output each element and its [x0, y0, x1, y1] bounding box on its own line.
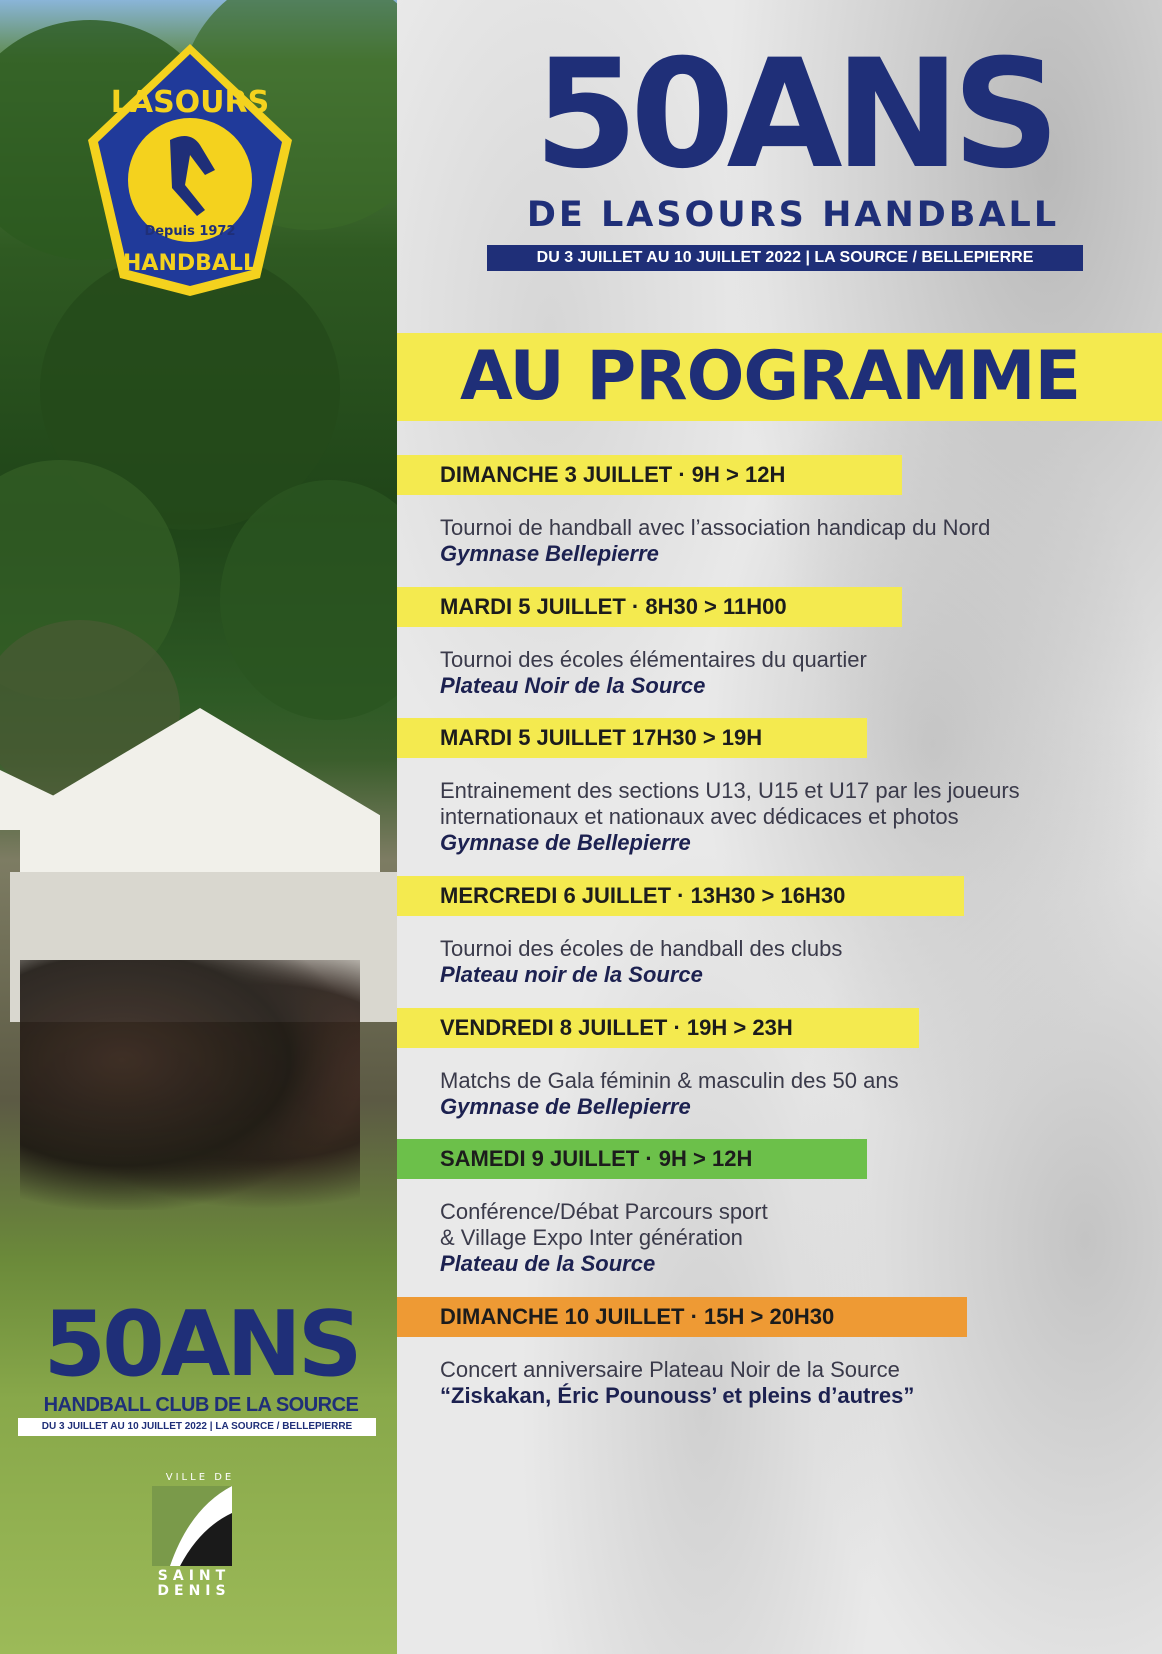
event-desc-6a: Conférence/Débat Parcours sport: [440, 1199, 768, 1224]
crowd: [20, 960, 360, 1210]
left-big-title: 50ANS: [43, 1292, 359, 1397]
event-desc-7: Concert anniversaire Plateau Noir de la Source: [440, 1357, 900, 1382]
ville-top-text: VILLE DE: [165, 1472, 235, 1483]
event-desc-2: Tournoi des écoles élémentaires du quartier: [440, 647, 867, 672]
event-heading-5: VENDREDI 8 JUILLET · 19H > 23H: [397, 1008, 919, 1048]
event-place-1: Gymnase Bellepierre: [440, 541, 659, 566]
event-desc-3a: Entrainement des sections U13, U15 et U17 par les joueurs: [440, 778, 1020, 803]
event-desc-6b: & Village Expo Inter génération: [440, 1225, 743, 1250]
main-date-bar: DU 3 JUILLET AU 10 JUILLET 2022 | LA SOURCE / BELLEPIERRE: [487, 245, 1083, 271]
event-quote-7: “Ziskakan, Éric Pounouss’ et pleins d’autres”: [440, 1383, 915, 1408]
event-heading-6: SAMEDI 9 JUILLET · 9H > 12H: [397, 1139, 867, 1179]
event-place-6: Plateau de la Source: [440, 1251, 656, 1276]
logo-top-text: LASOURS: [110, 85, 270, 120]
main-subtitle: DE LASOURS HANDBALL: [526, 195, 1060, 235]
programme-title: AU PROGRAMME: [460, 337, 1081, 416]
ville-saint-denis-logo: [150, 1468, 250, 1598]
event-desc-5: Matchs de Gala féminin & masculin des 50 ans: [440, 1068, 899, 1093]
main-title: 50ANS: [533, 28, 1053, 202]
event-heading-2: MARDI 5 JUILLET · 8H30 > 11H00: [397, 587, 902, 627]
logo-bottom-text: HANDBALL: [123, 251, 257, 276]
logo-since-text: Depuis 1972: [144, 224, 236, 239]
event-place-2: Plateau Noir de la Source: [440, 673, 706, 698]
event-heading-4: MERCREDI 6 JUILLET · 13H30 > 16H30: [397, 876, 964, 916]
event-place-4: Plateau noir de la Source: [440, 962, 703, 987]
event-heading-3: MARDI 5 JUILLET 17H30 > 19H: [397, 718, 867, 758]
club-logo: [80, 40, 300, 300]
event-desc-1: Tournoi de handball avec l’association handicap du Nord: [440, 515, 991, 540]
event-desc-4: Tournoi des écoles de handball des clubs: [440, 936, 843, 961]
event-place-5: Gymnase de Bellepierre: [440, 1094, 691, 1119]
event-heading-7: DIMANCHE 10 JUILLET · 15H > 20H30: [397, 1297, 967, 1337]
left-date-bar: DU 3 JUILLET AU 10 JUILLET 2022 | LA SOURCE / BELLEPIERRE: [18, 1418, 376, 1436]
event-heading-1: DIMANCHE 3 JUILLET · 9H > 12H: [397, 455, 902, 495]
left-subtitle: HANDBALL CLUB DE LA SOURCE: [43, 1394, 359, 1416]
event-place-3: Gymnase de Bellepierre: [440, 830, 691, 855]
ville-name1: SAINT: [157, 1568, 231, 1584]
event-desc-3b: internationaux et nationaux avec dédicaces et photos: [440, 804, 959, 829]
ville-name2: DENIS: [157, 1583, 231, 1598]
